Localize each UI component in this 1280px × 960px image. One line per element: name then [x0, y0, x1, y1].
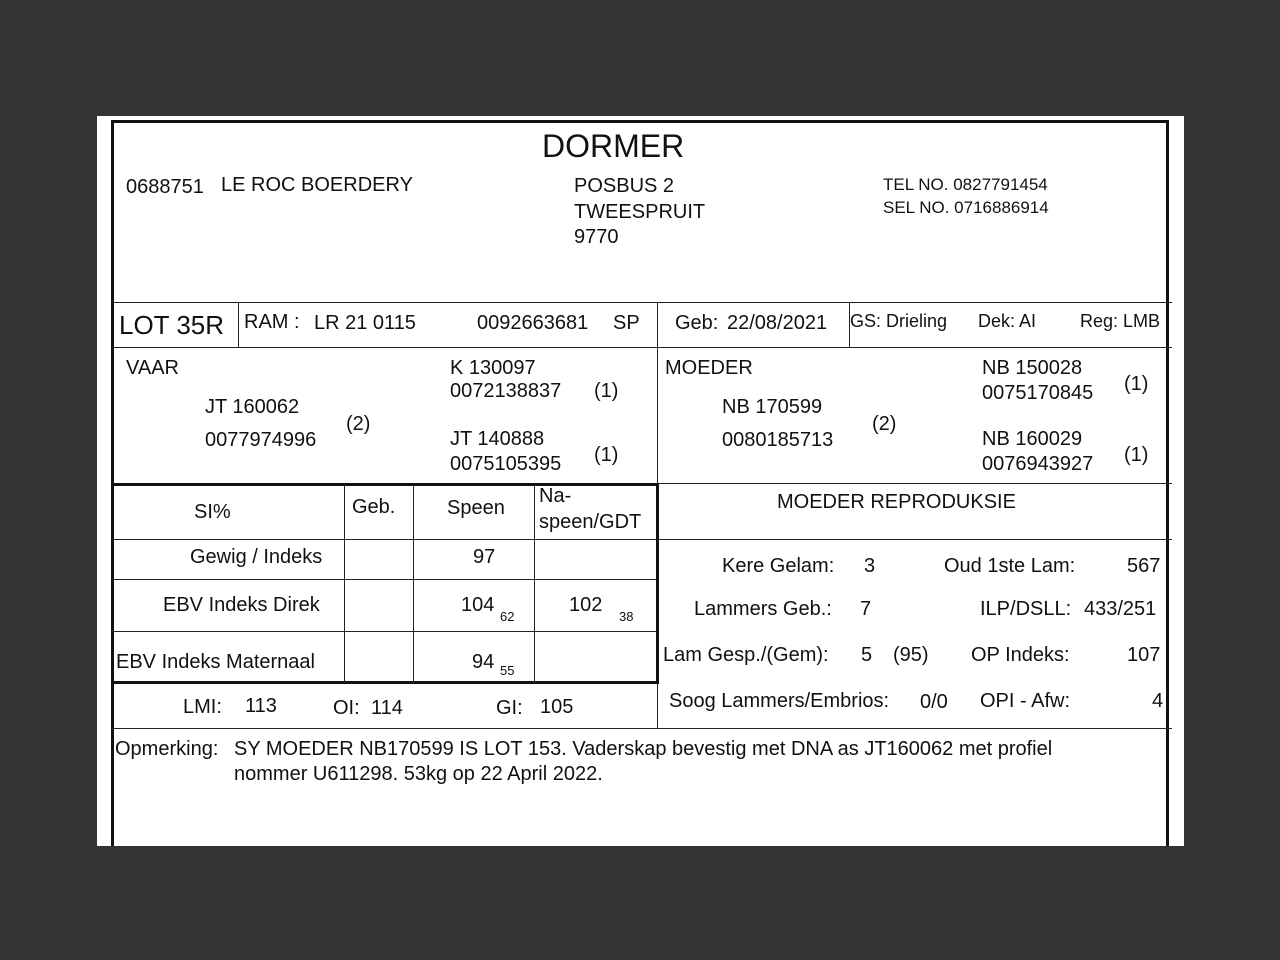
remark-line-2: nommer U611298. 53kg op 22 April 2022.	[234, 763, 603, 785]
sire-number: 0077974996	[205, 429, 317, 451]
lambs-born-value: 7	[860, 598, 872, 620]
remark-line-1: SY MOEDER NB170599 IS LOT 153. Vaderskap bevestig met DNA as JT160062 met profiel	[234, 738, 1053, 760]
sire-dam-count: (1)	[594, 444, 619, 466]
divider	[659, 483, 1172, 484]
sire-sire-number: 0072138837	[450, 380, 562, 402]
suckled-lambs-label: Soog Lammers/Embrios:	[669, 690, 890, 712]
gi-value: 105	[540, 696, 574, 718]
divider	[114, 539, 1172, 540]
lambs-weaned-average: (95)	[893, 644, 929, 666]
divider	[656, 483, 659, 684]
breeder-name: LE ROC BOERDERY	[221, 174, 413, 196]
dam-sire-count: (1)	[1124, 373, 1149, 395]
birth-label: Geb:	[675, 312, 719, 334]
dam-label: MOEDER	[665, 357, 753, 379]
telephone-number: TEL NO. 0827791454	[883, 175, 1048, 194]
cellphone-number: SEL NO. 0716886914	[883, 198, 1049, 217]
op-index-label: OP Indeks:	[971, 644, 1070, 666]
divider	[534, 485, 535, 682]
birth-status: GS: Drieling	[850, 311, 948, 331]
header-weaning: Speen	[447, 497, 505, 519]
row-weaning-accuracy: 55	[500, 663, 515, 678]
dam-dam-id: NB 160029	[982, 428, 1083, 450]
sire-label: VAAR	[126, 357, 179, 379]
divider	[114, 631, 657, 632]
dam-sire-id: NB 150028	[982, 357, 1083, 379]
address-line-1: POSBUS 2	[574, 175, 675, 197]
address-line-2: TWEESPRUIT	[574, 201, 706, 223]
sire-dam-number: 0075105395	[450, 453, 562, 475]
divider	[344, 485, 345, 682]
remark-label: Opmerking:	[115, 738, 219, 760]
dam-sire-number: 0075170845	[982, 382, 1094, 404]
row-weaning: 104	[461, 594, 495, 616]
op-index-value: 107	[1127, 644, 1161, 666]
divider	[114, 483, 659, 486]
sire-dam-id: JT 140888	[450, 428, 545, 450]
dam-count: (2)	[872, 413, 897, 435]
breed-title: DORMER	[542, 128, 685, 164]
breeder-number: 0688751	[126, 176, 204, 198]
divider	[114, 347, 1172, 348]
lambings-value: 3	[864, 555, 876, 577]
dam-dam-count: (1)	[1124, 444, 1149, 466]
row-post-weaning-accuracy: 38	[619, 609, 634, 624]
sire-sire-count: (1)	[594, 380, 619, 402]
lot-number: LOT 35R	[119, 310, 225, 340]
mating-type: Dek: AI	[978, 311, 1037, 331]
lot-card	[97, 116, 1184, 846]
opi-deviation-value: 4	[1152, 690, 1164, 712]
oi-value: 114	[371, 697, 403, 719]
address-postcode: 9770	[574, 226, 619, 248]
row-weaning-accuracy: 62	[500, 609, 515, 624]
header-post-weaning-2: speen/GDT	[539, 511, 642, 533]
lambs-born-label: Lammers Geb.:	[694, 598, 832, 620]
divider	[114, 302, 1172, 303]
sire-count: (2)	[346, 413, 371, 435]
header-birth: Geb.	[352, 496, 396, 518]
ilp-value: 433/251	[1084, 598, 1157, 620]
row-label: Gewig / Indeks	[190, 546, 323, 568]
row-post-weaning: 102	[569, 594, 603, 616]
header-si-percent: SI%	[194, 501, 231, 523]
reproduction-title: MOEDER REPRODUKSIE	[777, 491, 1016, 513]
dam-number: 0080185713	[722, 429, 834, 451]
lmi-label: LMI:	[183, 696, 222, 718]
divider	[114, 681, 659, 684]
row-weaning: 94	[472, 651, 495, 673]
registration: Reg: LMB	[1080, 311, 1161, 331]
ilp-label: ILP/DSLL:	[980, 598, 1072, 620]
lambs-weaned-value: 5	[861, 644, 873, 666]
age-first-lamb-value: 567	[1127, 555, 1161, 577]
dam-id: NB 170599	[722, 396, 823, 418]
row-label: EBV Indeks Maternaal	[116, 651, 315, 673]
oi-label: OI:	[333, 697, 360, 719]
dam-dam-number: 0076943927	[982, 453, 1094, 475]
lambs-weaned-label: Lam Gesp./(Gem):	[663, 644, 829, 666]
age-first-lamb-label: Oud 1ste Lam:	[944, 555, 1076, 577]
opi-deviation-label: OPI - Afw:	[980, 690, 1071, 712]
row-weaning: 97	[473, 546, 496, 568]
ram-id: LR 21 0115	[314, 312, 416, 334]
lambings-label: Kere Gelam:	[722, 555, 835, 577]
divider	[114, 728, 1172, 729]
ram-number: 0092663681	[477, 312, 589, 334]
divider	[238, 302, 239, 347]
ram-label: RAM :	[244, 311, 300, 333]
divider	[413, 485, 414, 682]
divider	[114, 579, 657, 580]
sire-id: JT 160062	[205, 396, 300, 418]
row-label: EBV Indeks Direk	[163, 594, 320, 616]
birth-date: 22/08/2021	[727, 312, 828, 334]
sire-sire-id: K 130097	[450, 357, 536, 379]
ram-code: SP	[613, 312, 640, 334]
header-post-weaning-1: Na-	[539, 485, 572, 507]
suckled-lambs-value: 0/0	[920, 691, 948, 713]
gi-label: GI:	[496, 697, 523, 719]
lmi-value: 113	[245, 695, 277, 717]
